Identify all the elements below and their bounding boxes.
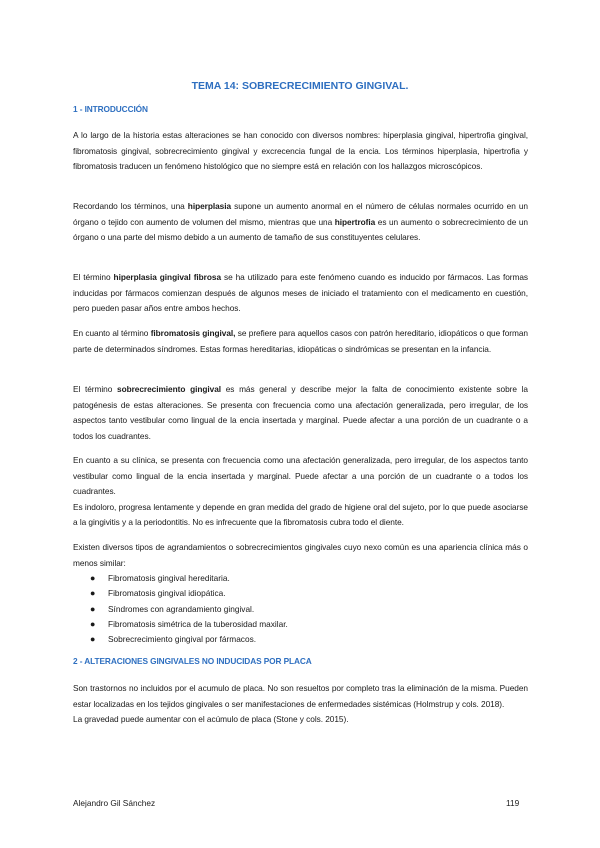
list-item-label: Fibromatosis gingival hereditaria. — [108, 573, 230, 583]
section-heading-alteraciones: 2 - ALTERACIONES GINGIVALES NO INDUCIDAS POR PLACA — [73, 656, 312, 666]
paragraph-3-text-a: El término — [73, 272, 114, 282]
page-title: TEMA 14: SOBRECRECIMIENTO GINGIVAL. — [191, 80, 409, 92]
types-list — [90, 571, 288, 647]
bullet-icon: ● — [90, 588, 96, 599]
term-fibromatosis-gingival: fibromatosis gingival, — [150, 328, 236, 338]
list-item-label: Fibromatosis gingival idiopática. — [108, 588, 226, 599]
footer-author: Alejandro Gil Sánchez — [73, 798, 156, 808]
paragraph-4-text-c: se prefiere para aquellos casos con patrón hereditario, idiopáticos o que forman parte de determinados síndromes. Estas formas hereditarias, idiopáticas o sindrómicas se presentan en la infancia. — [73, 328, 528, 354]
paragraph-4-text-a: En cuanto al término — [73, 328, 151, 338]
list-item-label: Síndromes con agrandamiento gingival. — [108, 603, 255, 614]
paragraph-1: A lo largo de la historia estas alteraciones se han conocido con diversos nombres: hiperplasia gingival, hipertrofia gingival, fibromatosis gingival, sobrecrecimiento gingival y excrecencia fungal de la encia. Los términos hiperplasia, hipertrofia y fibromatosis traducen un fenómeno histológico que no siempre está en relación con los hallazgos microscópicos. — [73, 130, 528, 172]
paragraph-8-trastornos: Son trastornos no incluidos por el acumulo de placa. No son resueltos por completo tras la eliminación de la misma. Pueden estar localizadas en los tejidos gingivales o ser manifestaciones de enfermedades sistémicas (Holmstrup y cols. 2018). — [73, 683, 528, 709]
paragraph-6-indoloro: Es indoloro, progresa lentamente y depende en gran medida del grado de higiene oral del sujeto, por lo que puede asociarse a la gingivitis y a la periodontitis. No es infrecuente que la fibromatosis cubra todo el diente. — [73, 501, 528, 528]
paragraph-2-text-c: supone un aumento anormal en el número de células normales ocurrido en un órgano o tejido con aumento de volumen del mismo, mientras que una — [73, 201, 528, 227]
paragraph-6-clinica: En cuanto a su clínica, se presenta con frecuencia como una afectación generalizada, pero irregular, de los aspectos tanto vestibular como lingual de la encia insertada y marginal. Puede afectar a una porción de un cuadrante o a todos los cuadrantes. — [73, 455, 528, 497]
paragraph-2 — [73, 199, 528, 246]
paragraph-5-text-c: es más general y describe mejor la falta de conocimiento existente sobre la patogénesis de estas alteraciones. Se presenta con frecuencia como una afectación generalizada, pero irregular, de los aspectos tanto vestibular como lingual de la encia insertada y marginal. Puede afectar a una porción de un cuadrante o a todos los cuadrantes. — [73, 384, 528, 441]
paragraph-8 — [73, 681, 528, 728]
paragraph-2-text-a: Recordando los términos, una — [73, 201, 188, 211]
list-item — [90, 602, 288, 617]
term-hiperplasia: hiperplasia — [187, 201, 232, 211]
footer-page-number: 119 — [506, 798, 520, 808]
paragraph-4 — [73, 326, 528, 357]
list-item — [90, 632, 288, 647]
term-sobrecrecimiento-gingival: sobrecrecimiento gingival — [117, 384, 222, 394]
bullet-icon: ● — [90, 573, 96, 583]
paragraph-3-text-c: se ha utilizado para este fenómeno cuando es inducido por fármacos. Las formas inducidas por fármacos comienzan después de algunos meses de iniciado el tratamiento con el medicamento en cuestión, pero pueden pasar años entre ambos hechos. — [73, 272, 529, 314]
list-item — [90, 617, 288, 632]
bullet-icon: ● — [90, 603, 96, 614]
bullet-icon: ● — [90, 618, 96, 629]
list-item-label: Fibromatosis simétrica de la tuberosidad maxilar. — [108, 618, 288, 629]
paragraph-5-text-a: El término — [73, 384, 117, 394]
term-hipertrofia: hipertrofia — [334, 216, 376, 227]
paragraph-5 — [73, 382, 528, 444]
list-item — [90, 571, 288, 586]
paragraph-3 — [73, 270, 528, 317]
list-item-label: Sobrecrecimiento gingival por fármacos. — [108, 634, 257, 645]
bullet-icon: ● — [90, 634, 96, 645]
list-item — [90, 586, 288, 601]
paragraph-8-gravedad: La gravedad puede aumentar con el acúmulo de placa (Stone y cols. 2015). — [73, 714, 349, 725]
paragraph-6 — [73, 453, 528, 531]
section-heading-introduccion: 1 - INTRODUCCIÓN — [73, 104, 148, 114]
paragraph-2-text-e: es un aumento o sobrecrecimiento de un órgano o una parte del mismo debido a un aumento de tamaño de sus constituyentes celulares. — [73, 216, 528, 243]
term-hiperplasia-gingival-fibrosa: hiperplasia gingival fibrosa — [113, 272, 222, 282]
paragraph-7: Existen diversos tipos de agrandamientos o sobrecrecimientos gingivales cuyo nexo común es una apariencia clínica más o menos similar: — [73, 542, 528, 568]
